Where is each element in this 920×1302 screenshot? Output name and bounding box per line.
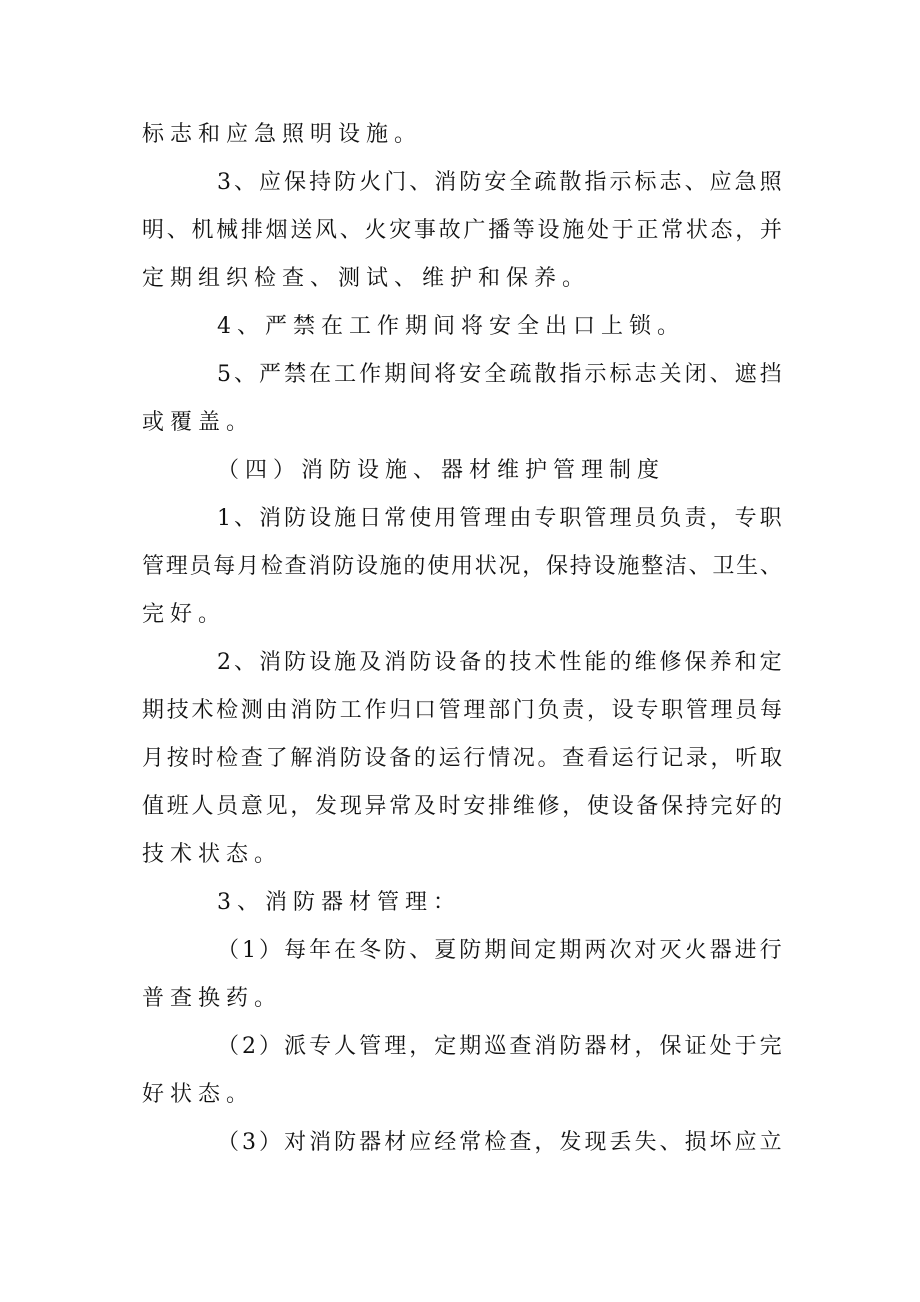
text-line: 值 班 人 员 意 见 ， 发 现 异 常 及 时 安 排 维 修 ， 使 设 备 保 持 完 好 的 [142,794,782,819]
text-line: （ 3 ） 对 消 防 器 材 应 经 常 检 查 ， 发 现 丢 失 、 损 坏 应 立 [217,1130,782,1155]
text-line: 标志和应急照明设施。 [142,122,423,147]
text-line: 月 按 时 检 查 了 解 消 防 设 备 的 运 行 情 况 。 查 看 运 行 记 录 ， 听 取 [142,746,782,771]
text-line: 期 技 术 检 测 由 消 防 工 作 归 口 管 理 部 门 负 责 ， 设 专 职 管 理 员 每 [142,698,782,723]
text-line: 1 、 消 防 设 施 日 常 使 用 管 理 由 专 职 管 理 员 负 责 ， 专 职 [217,506,782,531]
text-line: 明 、 机 械 排 烟 送 风 、 火 灾 事 故 广 播 等 设 施 处 于 正 常 状 态 ， 并 [142,218,782,243]
text-line: 好状态。 [142,1082,255,1107]
text-line: 技术状态。 [142,842,283,867]
text-line: （ 1 ） 每 年 在 冬 防 、 夏 防 期 间 定 期 两 次 对 灭 火 器 进 行 [217,938,782,963]
text-line: 4、严禁在工作期间将安全出口上锁。 [217,314,685,339]
text-line: 3、消防器材管理： [217,890,461,915]
document-body [142,111,782,1167]
text-line: 3 、 应 保 持 防 火 门 、 消 防 安 全 疏 散 指 示 标 志 、 应 急 照 [217,170,782,195]
text-line: （ 2 ） 派 专 人 管 理 ， 定 期 巡 查 消 防 器 材 ， 保 证 处 于 完 [217,1034,782,1059]
text-line: 定期组织检查、测试、维护和保养。 [142,266,591,291]
section-heading: （四）消防设施、器材维护管理制度 [217,458,666,483]
text-line: 或覆盖。 [142,410,255,435]
text-line: 完好。 [142,602,227,627]
text-line: 5 、 严 禁 在 工 作 期 间 将 安 全 疏 散 指 示 标 志 关 闭 、 遮 挡 [217,362,782,387]
text-line: 2 、 消 防 设 施 及 消 防 设 备 的 技 术 性 能 的 维 修 保 养 和 定 [217,650,782,675]
text-line: 管 理 员 每 月 检 查 消 防 设 施 的 使 用 状 况 ， 保 持 设 施 整 洁 、 卫 生 、 [142,554,782,579]
text-line: 普查换药。 [142,986,283,1011]
